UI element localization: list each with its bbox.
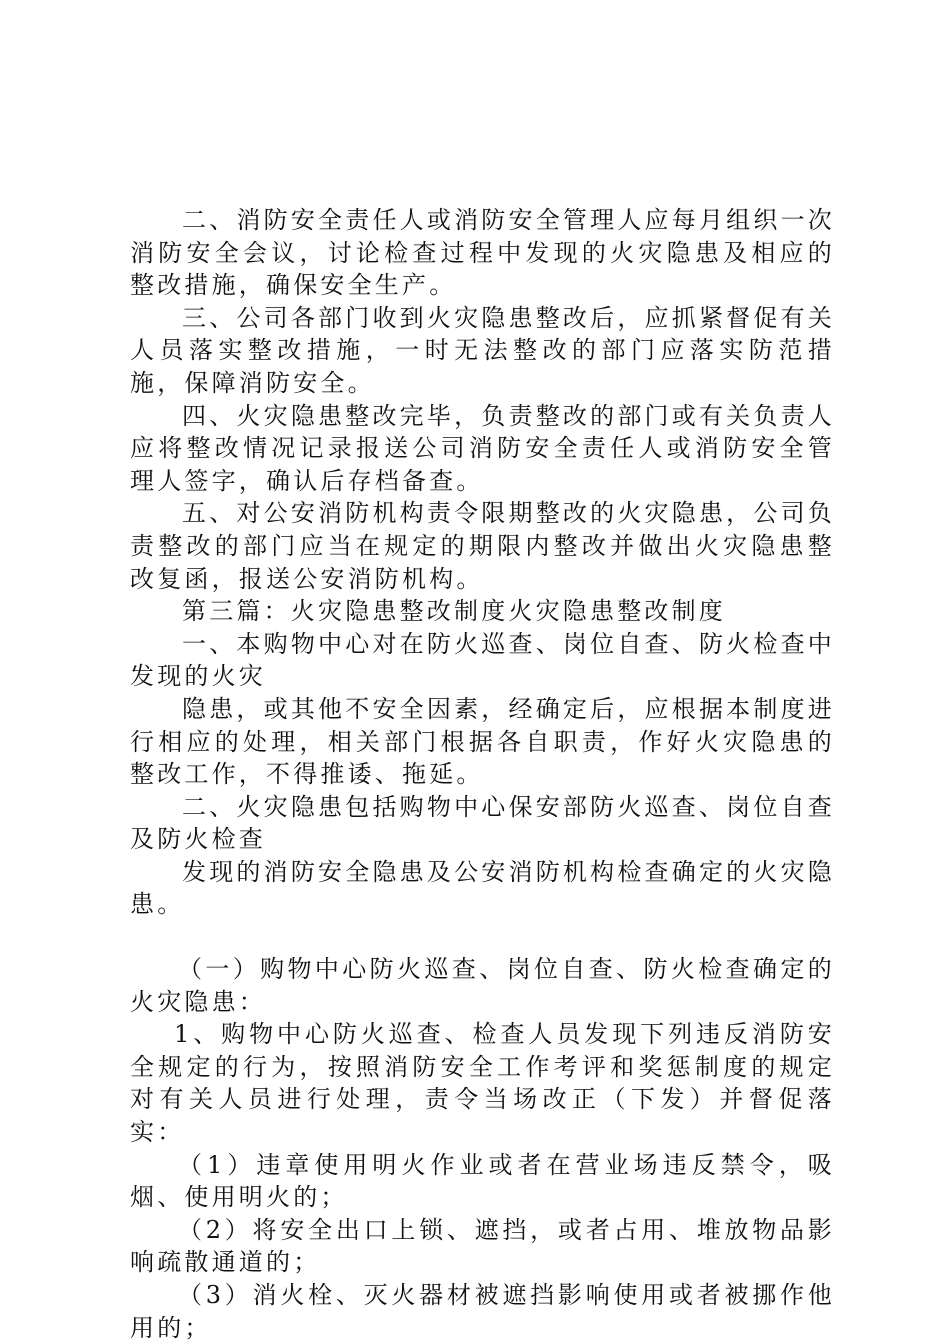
paragraph-section-1: 一、本购物中心对在防火巡查、岗位自查、防火检查中发现的火灾 — [130, 629, 835, 691]
paragraph-5: 五、对公安消防机构责令限期整改的火灾隐患，公司负责整改的部门应当在规定的期限内整改并做出火灾隐患整改复函，报送公安消防机构。 — [130, 499, 835, 593]
paragraph-section-2-cont: 发现的消防安全隐患及公安消防机构检查确定的火灾隐患。 — [130, 857, 835, 919]
paragraph-2: 二、消防安全责任人或消防安全管理人应每月组织一次消防安全会议，讨论检查过程中发现的火灾隐患及相应的整改措施，确保安全生产。 — [130, 206, 835, 300]
paragraph-section-2: 二、火灾隐患包括购物中心保安部防火巡查、岗位自查及防火检查 — [130, 792, 835, 854]
item-1: 1、购物中心防火巡查、检查人员发现下列违反消防安全规定的行为，按照消防安全工作考评和奖惩制度的规定对有关人员进行处理，责令当场改正（下发）并督促落实： — [130, 1020, 835, 1147]
paragraph-section-1-cont: 隐患，或其他不安全因素，经确定后，应根据本制度进行相应的处理，相关部门根据各自职责，作好火灾隐患的整改工作，不得推诿、拖延。 — [130, 694, 835, 789]
section-heading: 第三篇：火灾隐患整改制度火灾隐患整改制度 — [182, 597, 726, 626]
document-body — [130, 204, 835, 1344]
subsection-heading: （一）购物中心防火巡查、岗位自查、防火检查确定的火灾隐患： — [130, 955, 835, 1016]
paragraph-3: 三、公司各部门收到火灾隐患整改后，应抓紧督促有关人员落实整改措施，一时无法整改的部门应落实防范措施，保障消防安全。 — [130, 303, 835, 397]
sub-item-1: （1）违章使用明火作业或者在营业场违反禁令，吸烟、使用明火的； — [130, 1150, 835, 1212]
blank-line — [130, 921, 835, 953]
sub-item-3: （3）消火栓、灭火器材被遮挡影响使用或者被挪作他用的； — [130, 1281, 835, 1342]
sub-item-2: （2）将安全出口上锁、遮挡，或者占用、堆放物品影响疏散通道的； — [130, 1215, 835, 1277]
paragraph-4: 四、火灾隐患整改完毕，负责整改的部门或有关负责人应将整改情况记录报送公司消防安全责任人或消防安全管理人签字，确认后存档备查。 — [130, 401, 835, 495]
